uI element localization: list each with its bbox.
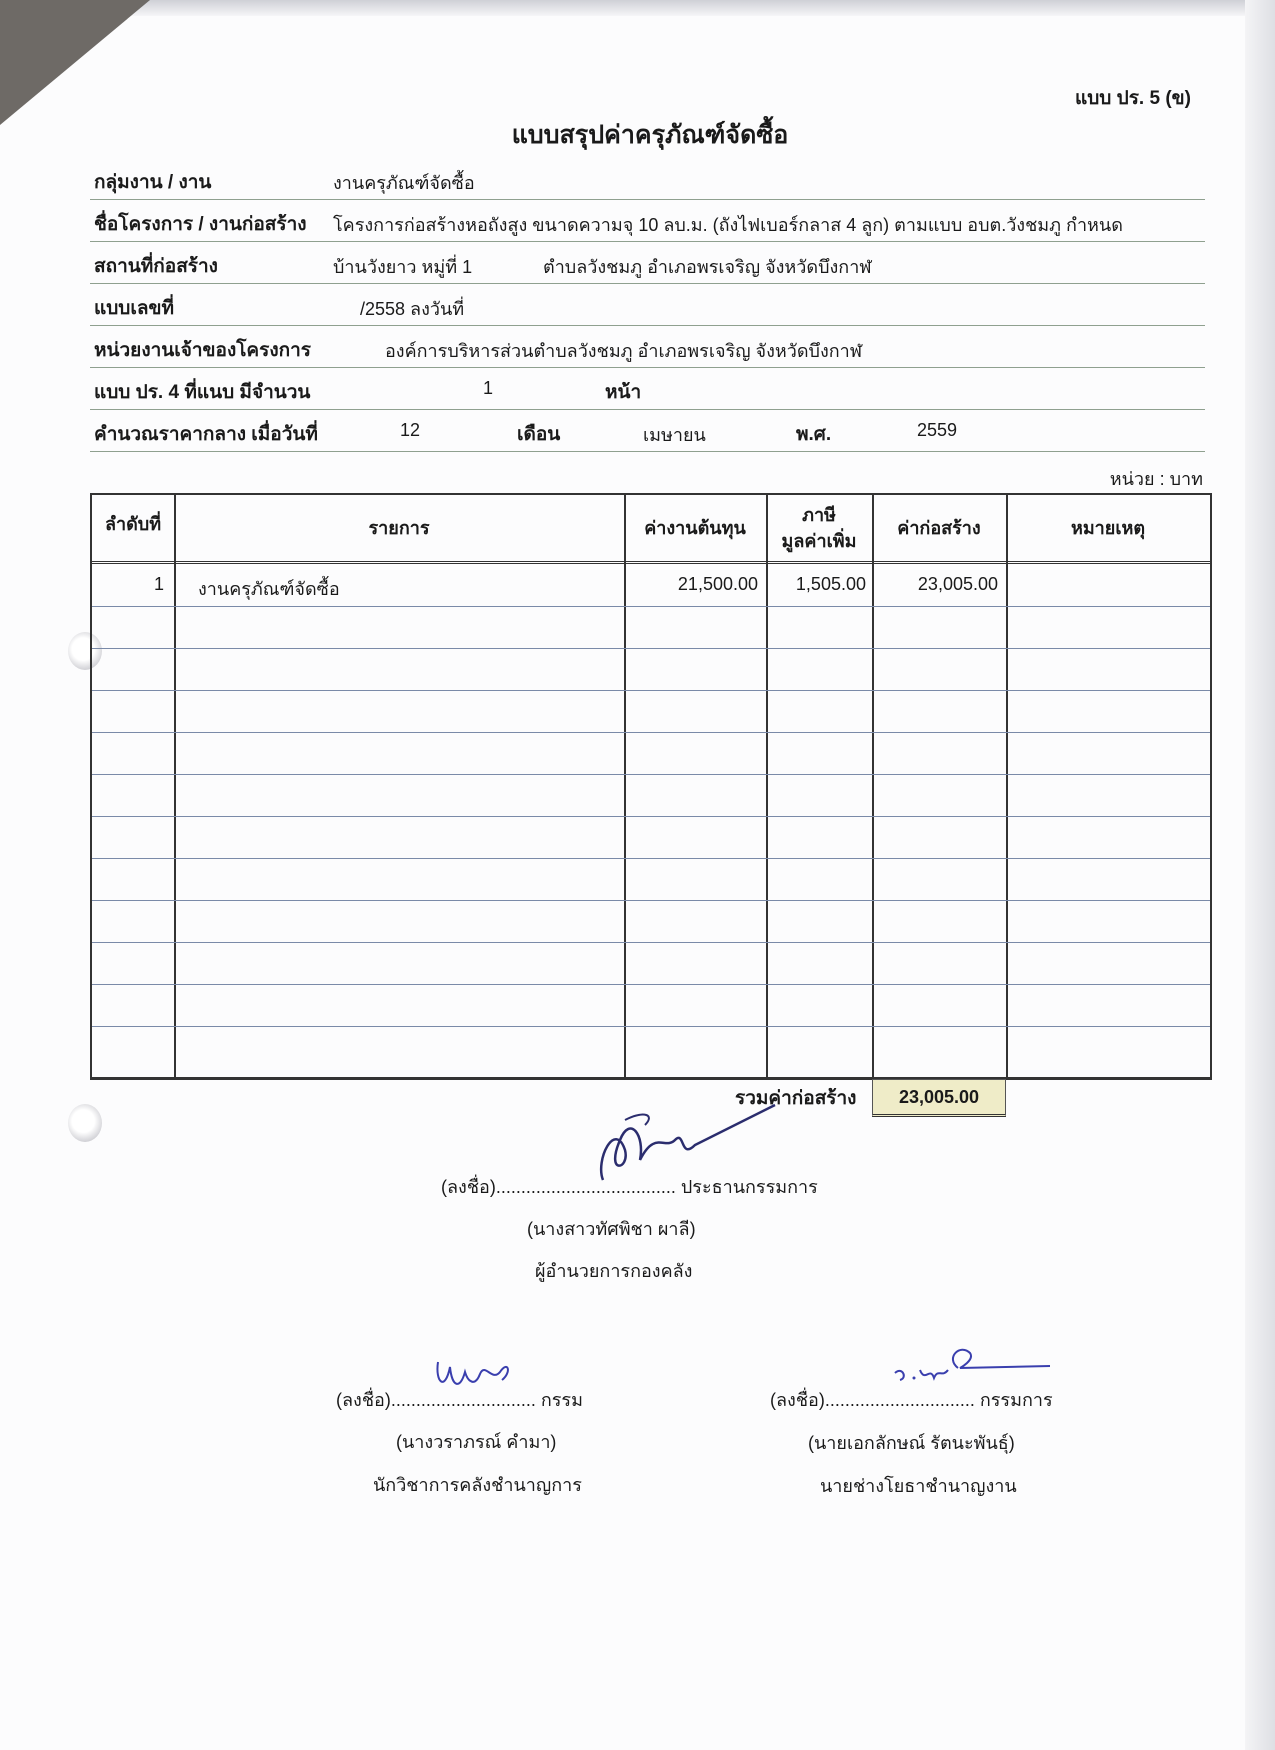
owner-row	[90, 325, 1205, 368]
row-item: งานครุภัณฑ์จัดซื้อ	[198, 579, 340, 599]
total-label: รวมค่าก่อสร้าง	[735, 1088, 857, 1109]
page-edge-shadow	[130, 0, 1245, 16]
header-cost: ค่างานต้นทุน	[644, 518, 746, 538]
cost-table	[90, 493, 1212, 1080]
attach-count: 1	[483, 378, 494, 398]
site-village: บ้านวังยาว หมู่ที่ 1	[333, 257, 473, 277]
row-line	[92, 732, 1210, 733]
plan-no-label: แบบเลขที่	[94, 298, 175, 319]
attach-unit: หน้า	[605, 382, 642, 403]
member2-name: (นายเอกลักษณ์ รัตนะพันธุ์)	[808, 1433, 1015, 1453]
site-row	[90, 241, 1205, 284]
row-line	[92, 774, 1210, 775]
project-row	[90, 199, 1205, 242]
header-remark: หมายเหตุ	[1070, 518, 1146, 538]
total-value: 23,005.00	[872, 1079, 1006, 1117]
header-divider	[92, 561, 1210, 564]
header-no: ลำดับที่	[104, 514, 162, 534]
page-edge-shadow-right	[1245, 0, 1275, 1750]
row-line	[92, 984, 1210, 985]
row-line	[92, 690, 1210, 691]
column-divider	[1006, 495, 1008, 1077]
punch-hole	[68, 1104, 102, 1142]
member2-position: นายช่างโยธาชำนาญงาน	[820, 1476, 1017, 1496]
calc-label: คำนวณราคากลาง เมื่อวันที่	[94, 424, 318, 445]
group-row	[90, 157, 1205, 200]
member1-name: (นางวราภรณ์ คำมา)	[396, 1432, 557, 1452]
row-line	[92, 606, 1210, 607]
chair-name: (นางสาวทัศพิชา ผาลี)	[527, 1219, 696, 1239]
header-construction: ค่าก่อสร้าง	[897, 518, 981, 538]
header-vat-line2: มูลค่าเพิ่ม	[781, 531, 857, 551]
chair-position: ผู้อำนวยการกองคลัง	[535, 1261, 693, 1281]
project-label: ชื่อโครงการ / งานก่อสร้าง	[94, 214, 307, 235]
year-label: พ.ศ.	[796, 424, 832, 445]
plan-no-value: /2558 ลงวันที่	[360, 299, 465, 319]
header-vat	[766, 495, 872, 561]
header-vat-line1: ภาษี	[802, 505, 836, 525]
row-line	[92, 816, 1210, 817]
site-district: ตำบลวังชมภู อำเภอพรเจริญ จังหวัดบึงกาฬ	[543, 257, 872, 277]
group-label: กลุ่มงาน / งาน	[94, 172, 212, 193]
row-cost: 21,500.00	[677, 574, 758, 594]
owner-value: องค์การบริหารส่วนตำบลวังชมภู อำเภอพรเจริญ จังหวัดบึงกาฬ	[385, 341, 863, 361]
row-line	[92, 1026, 1210, 1027]
header-item: รายการ	[368, 518, 430, 538]
column-divider	[174, 495, 176, 1077]
attach-row	[90, 367, 1205, 410]
plan-no-row	[90, 283, 1205, 326]
form-code: แบบ ปร. 5 (ข)	[1075, 88, 1191, 109]
year-value: 2559	[917, 420, 958, 440]
member2-signature-mark	[890, 1338, 1060, 1388]
group-value: งานครุภัณฑ์จัดซื้อ	[333, 173, 475, 193]
row-line	[92, 942, 1210, 943]
owner-label: หน่วยงานเจ้าของโครงการ	[94, 340, 311, 361]
row-vat: 1,505.00	[795, 574, 866, 594]
member1-sign-line: (ลงชื่อ)............................. กรรม	[336, 1390, 583, 1410]
chair-sign-line: (ลงชื่อ).................................... ประธานกรรมการ	[441, 1177, 818, 1197]
month-value: เมษายน	[643, 425, 706, 445]
calc-day: 12	[400, 420, 421, 440]
row-no: 1	[153, 574, 164, 594]
calc-row	[90, 409, 1205, 452]
member2-sign-line: (ลงชื่อ).............................. กรรมการ	[770, 1390, 1053, 1410]
site-label: สถานที่ก่อสร้าง	[94, 256, 218, 277]
project-value: โครงการก่อสร้างหอถังสูง ขนาดความจุ 10 ลบ.ม. (ถังไฟเบอร์กลาส 4 ลูก) ตามแบบ อบต.วังชมภู กำหนด	[333, 215, 1123, 235]
unit-label: หน่วย : บาท	[1109, 469, 1203, 489]
member1-position: นักวิชาการคลังชำนาญการ	[373, 1475, 582, 1495]
folded-corner	[0, 0, 150, 125]
page-title: แบบสรุปค่าครุภัณฑ์จัดซื้อ	[511, 121, 789, 149]
row-line	[92, 858, 1210, 859]
row-construction: 23,005.00	[917, 574, 998, 594]
row-line	[92, 648, 1210, 649]
month-label: เดือน	[517, 424, 561, 445]
row-line	[92, 900, 1210, 901]
attach-label: แบบ ปร. 4 ที่แนบ มีจำนวน	[94, 382, 311, 403]
